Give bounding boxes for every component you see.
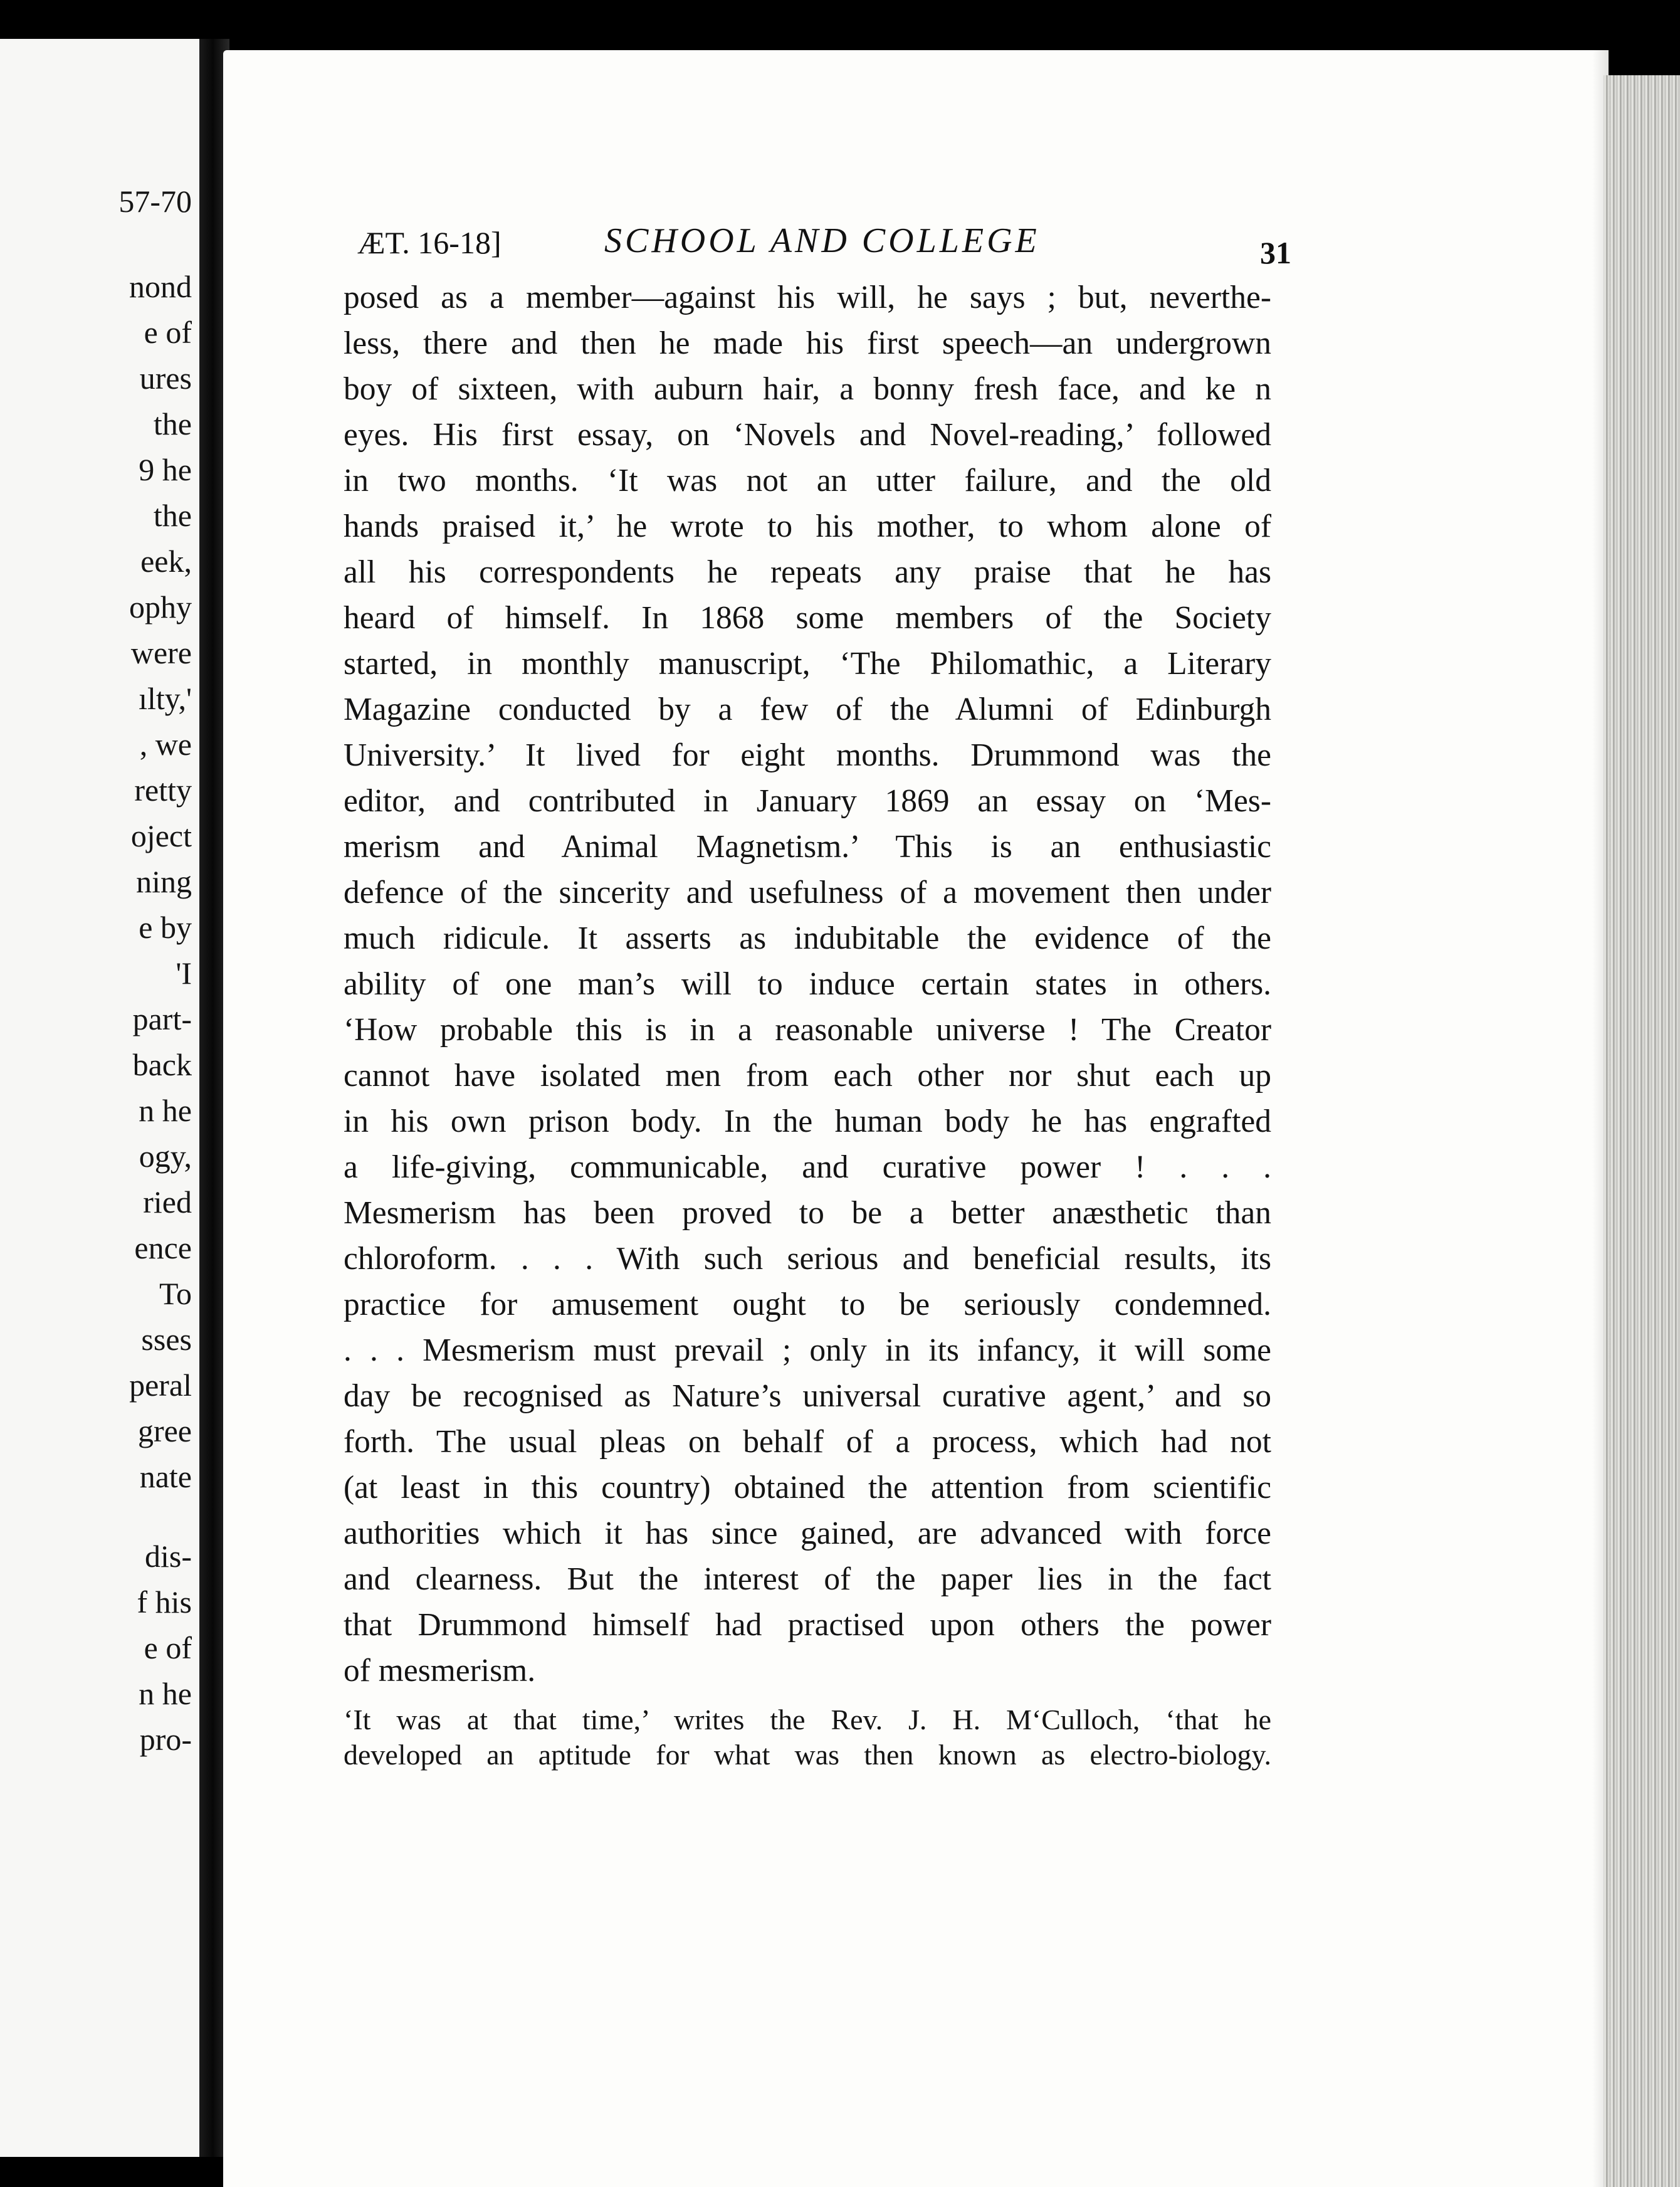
facing-page-text-fragment: gree — [137, 1413, 192, 1448]
text-line: authorities which it has since gained, are advanced with force — [344, 1515, 1271, 1551]
text-line: of mesmerism. — [344, 1653, 536, 1689]
facing-page-text-fragment: were — [130, 635, 192, 670]
facing-page-text-fragment: 9 he — [139, 452, 192, 487]
text-line: hands praised it,’ he wrote to his mother, to whom alone of — [344, 509, 1271, 544]
facing-page-text-fragment: the — [153, 498, 192, 533]
text-line: in two months. ‘It was not an utter failure, and the old — [344, 463, 1271, 498]
facing-page-text-fragment: the — [153, 406, 192, 441]
text-line: eyes. His first essay, on ‘Novels and Novel-reading,’ followed — [344, 417, 1271, 453]
facing-page-text-fragment: n he — [139, 1676, 192, 1711]
facing-page-text-fragment: 'I — [176, 956, 192, 991]
facing-page-fragment — [0, 39, 199, 2157]
stacked-page-edges — [1604, 75, 1680, 2187]
body-text — [344, 275, 1271, 1773]
facing-page-text-fragment: oject — [130, 818, 192, 853]
facing-page-text-fragment: n he — [139, 1093, 192, 1128]
facing-page-text-fragment: ence — [134, 1230, 192, 1265]
running-head-age-range: ÆT. 16-18] — [357, 225, 501, 260]
facing-page-text-fragment: ures — [139, 361, 192, 396]
text-line: . . . Mesmerism must prevail ; only in its infancy, it will some — [344, 1332, 1271, 1368]
text-line: in his own prison body. In the human body he has engrafted — [344, 1104, 1271, 1139]
facing-page-text-fragment: pro- — [139, 1722, 192, 1757]
text-line: heard of himself. In 1868 some members of the Society — [344, 600, 1271, 636]
text-line: University.’ It lived for eight months. Drummond was the — [344, 737, 1271, 773]
text-line: much ridicule. It asserts as indubitable the evidence of the — [344, 920, 1271, 956]
text-line: forth. The usual pleas on behalf of a process, which had not — [344, 1424, 1271, 1460]
text-line: all his correspondents he repeats any praise that he has — [344, 554, 1271, 590]
text-line: that Drummond himself had practised upon others the power — [344, 1607, 1271, 1643]
facing-page-text-fragment: dis- — [145, 1539, 192, 1574]
facing-page-text-fragment: part- — [132, 1001, 192, 1036]
facing-page-text-fragment: back — [132, 1047, 192, 1082]
text-line: and clearness. But the interest of the paper lies in the fact — [344, 1561, 1271, 1597]
facing-page-text-fragment: f his — [137, 1584, 192, 1620]
quote-line: ‘It was at that time,’ writes the Rev. J. H. M‘Culloch, ‘that he — [344, 1704, 1271, 1736]
facing-page-text-fragment: ogy, — [139, 1139, 192, 1174]
facing-page-text-fragment: nate — [139, 1459, 192, 1494]
facing-page-text-fragment: e of — [144, 315, 192, 350]
text-line: merism and Animal Magnetism.’ This is an enthusiastic — [344, 829, 1271, 865]
text-line: a life-giving, communicable, and curative power ! . . . — [344, 1149, 1271, 1185]
facing-page-text-fragment: e of — [144, 1630, 192, 1665]
text-line: (at least in this country) obtained the attention from scientific — [344, 1470, 1271, 1505]
running-head-title: SCHOOL AND COLLEGE — [604, 221, 1040, 260]
text-line: Mesmerism has been proved to be a better anæsthetic than — [344, 1195, 1271, 1231]
text-line: practice for amusement ought to be seriously condemned. — [344, 1287, 1271, 1322]
page-number: 31 — [1260, 235, 1291, 270]
facing-page-text-fragment: peral — [129, 1368, 192, 1403]
text-line: posed as a member—against his will, he says ; but, neverthe- — [344, 280, 1271, 315]
facing-page-text-fragment: eek, — [140, 544, 192, 579]
facing-page-text-fragment: To — [159, 1276, 192, 1311]
text-line: ability of one man’s will to induce certain states in others. — [344, 966, 1271, 1002]
facing-page-text-fragment: e by — [139, 910, 192, 945]
text-line: ‘How probable this is in a reasonable universe ! The Creator — [344, 1012, 1271, 1048]
facing-page-text-fragment: , we — [139, 727, 192, 762]
facing-page-text-fragment: ning — [136, 864, 192, 899]
text-line: Magazine conducted by a few of the Alumni of Edinburgh — [344, 692, 1271, 727]
facing-page-text-fragment: 57-70 — [118, 184, 192, 219]
facing-page-text-fragment: nond — [129, 269, 192, 304]
quote-line: developed an aptitude for what was then known as electro-biology. — [344, 1739, 1271, 1771]
text-line: editor, and contributed in January 1869 an essay on ‘Mes- — [344, 783, 1271, 819]
text-line: cannot have isolated men from each other nor shut each up — [344, 1058, 1271, 1094]
text-line: chloroform. . . . With such serious and beneficial results, its — [344, 1241, 1271, 1277]
facing-page-text-fragment: sses — [141, 1322, 192, 1357]
text-line: day be recognised as Nature’s universal curative agent,’ and so — [344, 1378, 1271, 1414]
facing-page-text-fragment: ried — [143, 1184, 192, 1220]
running-head — [357, 221, 1291, 270]
text-line: less, there and then he made his first speech—an undergrown — [344, 325, 1271, 361]
text-line: started, in monthly manuscript, ‘The Philomathic, a Literary — [344, 646, 1271, 682]
facing-page-text-fragment: ılty,' — [139, 681, 192, 716]
text-line: boy of sixteen, with auburn hair, a bonny fresh face, and ke n — [344, 371, 1271, 407]
facing-page-text-fragment: retty — [134, 772, 192, 808]
text-line: defence of the sincerity and usefulness of a movement then under — [344, 875, 1271, 910]
facing-page-text-fragment: ophy — [129, 589, 192, 624]
quoted-paragraph — [344, 1702, 1271, 1773]
paragraph — [344, 275, 1271, 1694]
